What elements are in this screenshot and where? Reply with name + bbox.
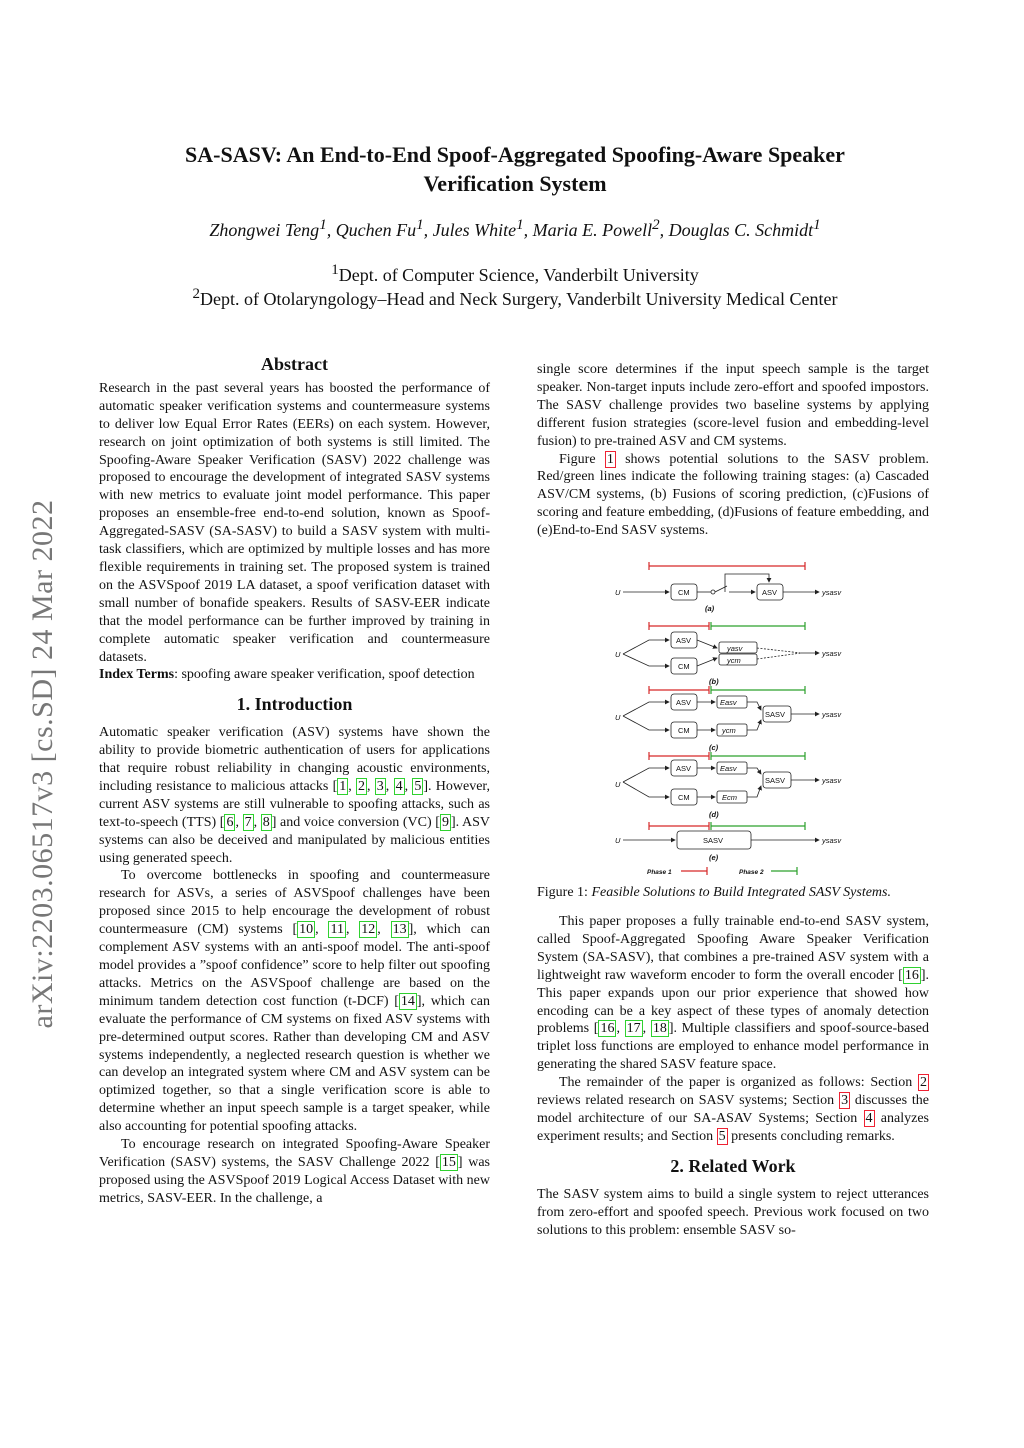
abstract-heading: Abstract — [261, 354, 328, 374]
citation-link[interactable]: 7 — [244, 814, 252, 830]
related-work-heading: 2. Related Work — [670, 1155, 796, 1176]
svg-text:CM: CM — [678, 662, 690, 671]
citation-link[interactable]: 13 — [392, 922, 407, 938]
intro-paragraph-2: To overcome bottlenecks in spoofing and countermeasure research for ASVs, a series of ASVSpoof challenges have been proposed since 2015 to help encourage the development of robust countermeasure (CM) systems [ 10 , 11 , 12 , 13 ], which can complement ASV systems with an anti-spoof model. The anti-spoof model provides a ”spoof confidence” score to help filter out spoofing attacks. Metrics on the ASVSpoof challenge are based on the minimum tandem detection cost function (t-DCF) [ 14 ], which can evaluate the performance of CM systems on fixed ASV systems with pre-determined output scores. Rather than developing CM and ASV systems independently, a neglected research question is whether we can develop an integrated system where CM and ASV system can be optimized together, so that a single verification score is able to determine whether an input speech sample is a target speaker, while also accounting for potential spoofing attacks. — [99, 868, 491, 1135]
figure-link[interactable]: 1 — [606, 451, 614, 467]
citation-link[interactable]: 11 — [330, 922, 344, 938]
citation-link[interactable]: 14 — [400, 993, 415, 1009]
svg-text:U: U — [615, 836, 621, 845]
svg-text:Ecm: Ecm — [722, 793, 737, 802]
svg-text:(d): (d) — [709, 810, 719, 819]
right-paragraph-3: This paper proposes a fully trainable end-to-end SASV system, called Spoof-Aggregated Spoofing Aware Speaker Verification System (SA-SASV), that combines a pre-trained ASV system with a lightweight raw waveform encoder to form the overall encoder [ 16 ]. This paper expands upon our prior experience that showed how encoding can be a key aspect of these types of anomaly detection problems [ 16 , 17 , 18 ]. Multiple classifiers and spoof-source-based triplet loss functions are employed to enhance model performance in generating the shared SASV feature space. — [537, 914, 929, 1073]
affiliation-2: $^2$Dept. of Otolaryngology–Head and Neck Surgery, Vanderbilt University Medical Center — [192, 286, 838, 309]
author: Zhongwei Teng — [209, 220, 320, 240]
svg-text:ysasv: ysasv — [822, 588, 842, 597]
citation-link[interactable]: 12 — [361, 922, 376, 938]
citation-link[interactable]: 9 — [441, 814, 449, 830]
author: Douglas C. Schmidt — [668, 220, 814, 240]
citation-link[interactable]: 5 — [414, 778, 422, 794]
svg-text:Easv: Easv — [720, 764, 737, 773]
section-link[interactable]: 5 — [718, 1128, 726, 1144]
author: Jules White — [432, 220, 517, 240]
svg-text:SASV: SASV — [765, 776, 786, 785]
title-line-1: SA-SASV: An End-to-End Spoof-Aggregated Spoofing-Aware Speaker — [185, 142, 845, 167]
citation-link[interactable]: 8 — [262, 814, 270, 830]
intro-paragraph-1: Automatic speaker verification (ASV) systems have shown the ability to provide biometric authentication of users for applications that require robust reliability in changing acoustic environments, including resistance to malicious attacks [ 1 , 2 , 3 , 4 , 5 ]. However, current ASV systems are still vulnerable to spoofing attacks, such as text-to-speech (TTS) [ 6 , 7 , 8 ] and voice conversion (VC) [ 9 ]. ASV systems can also be deceived and manipulated by malicious entities using generated speech. — [99, 725, 491, 866]
svg-text:ycm: ycm — [722, 726, 736, 735]
right-column — [537, 361, 929, 540]
svg-text:Easv: Easv — [720, 698, 737, 707]
phase1-label: Phase 1 — [647, 869, 672, 876]
svg-text:(e): (e) — [709, 853, 719, 862]
citation-link[interactable]: 16 — [904, 967, 919, 983]
index-terms: Index Terms: spoofing aware speaker verification, spoof detection — [99, 667, 475, 683]
citation-link[interactable]: 4 — [395, 778, 403, 794]
citation-link[interactable]: 18 — [652, 1021, 667, 1037]
svg-text:ASV: ASV — [762, 588, 778, 597]
citation-link[interactable]: 1 — [339, 778, 347, 794]
svg-text:yasv: yasv — [727, 644, 743, 653]
author: Quchen Fu — [335, 220, 417, 240]
right-paragraph-1: single score determines if the input speech sample is the target speaker. Non-target inputs include zero-effort and spoofed impostors. The SASV challenge provides two baseline systems by applying different fusion strategies (score-level fusion and embedding-level fusion) to pre-trained ASV and CM systems. — [537, 362, 929, 449]
svg-text:CM: CM — [678, 588, 690, 597]
svg-text:ysasv: ysasv — [822, 710, 842, 719]
intro-paragraph-3: To encourage research on integrated Spoofing-Aware Speaker Verification (SASV) systems, the SASV Challenge 2022 [ 15 ] was proposed using the ASVSpoof 2019 Logical Access Dataset with new metrics, SASV-EER. In the challenge, a — [99, 1137, 490, 1206]
svg-text:ASV: ASV — [676, 764, 692, 773]
author-list: Zhongwei Teng$^1$, Quchen Fu$^1$, Jules White$^1$, Maria E. Powell$^2$, Douglas C. Schmidt$^1$ — [209, 217, 821, 240]
svg-text:ysasv: ysasv — [822, 776, 842, 785]
svg-text:CM: CM — [678, 726, 690, 735]
related-work-paragraph: The SASV system aims to build a single system to reject utterances from zero-effort and spoofed speech. Previous work focused on two solutions to this problem: ensemble SASV so- — [537, 1186, 929, 1238]
svg-text:(a): (a) — [705, 604, 715, 613]
right-column-lower — [537, 913, 929, 1239]
svg-text:ycm: ycm — [727, 656, 741, 665]
section-link[interactable]: 4 — [865, 1110, 873, 1126]
svg-text:SASV: SASV — [765, 710, 786, 719]
section-link[interactable]: 3 — [841, 1093, 849, 1109]
arxiv-stamp: arXiv:2203.06517v3 [cs.SD] 24 Mar 2022 — [26, 499, 59, 1029]
svg-text:ysasv: ysasv — [822, 836, 842, 845]
svg-text:U: U — [615, 780, 621, 789]
author: Maria E. Powell — [532, 220, 653, 240]
left-column — [99, 356, 490, 1208]
citation-link[interactable]: 17 — [626, 1021, 641, 1037]
svg-text:U: U — [615, 713, 621, 722]
figure-1-caption: Figure 1: Feasible Solutions to Build Integrated SASV Systems. — [537, 885, 891, 900]
abstract-text: Research in the past several years has boosted the performance of automatic speaker verification systems and countermeasure systems to deliver low Equal Error Rates (EERs) on each system. However, research on joint optimization of both systems is still limited. The Spoofing-Aware Speaker Verification (SASV) 2022 challenge was proposed to encourage the development of integrated SASV systems with new metrics to evaluate joint model performance. This paper proposes an ensemble-free end-to-end solution, known as Spoof-Aggregated-SASV (SA-SASV) to build a SASV system with multi-task classifiers, which are optimized by multiple losses and has more flexible requirements in training set. The proposed system is trained on the ASVSpoof 2019 LA dataset, a spoof verification dataset with small number of bonafide speakers. Results of SASV-EER indicate that the model performance can be further improved by training in complete automatic speaker verification and countermeasure datasets. — [99, 380, 490, 665]
right-paragraph-2: Figure 1 shows potential solutions to the SASV problem. Red/green lines indicate the following training stages: (a) Cascaded ASV/CM systems, (b) Fusions of scoring prediction, (c)Fusions of scoring and feature embedding, (d)Fusions of feature embedding, and (e)End-to-End SASV systems. — [537, 451, 929, 539]
svg-text:ASV: ASV — [676, 698, 692, 707]
input-label: U — [615, 588, 621, 597]
svg-text:U: U — [615, 650, 621, 659]
right-paragraph-4: The remainder of the paper is organized as follows: Section 2 reviews related research on SASV systems; Section 3 discusses the model architecture of our SA-ASAV Systems; Section 4 analyzes experiment results; and Section 5 presents concluding remarks. — [537, 1075, 930, 1144]
citation-link[interactable]: 2 — [358, 778, 366, 794]
citation-link[interactable]: 16 — [600, 1021, 615, 1037]
citation-link[interactable]: 6 — [226, 814, 234, 830]
svg-text:(b): (b) — [709, 677, 719, 686]
affiliation-1: $^1$Dept. of Computer Science, Vanderbilt University — [331, 262, 699, 285]
svg-text:SASV: SASV — [703, 836, 724, 845]
title-line-2: Verification System — [423, 171, 607, 196]
svg-text:CM: CM — [678, 793, 690, 802]
citation-link[interactable]: 10 — [299, 922, 314, 938]
introduction-heading: 1. Introduction — [236, 694, 353, 715]
phase2-label: Phase 2 — [739, 869, 764, 876]
section-link[interactable]: 2 — [920, 1075, 927, 1091]
figure-1-diagram — [605, 560, 845, 882]
citation-link[interactable]: 15 — [441, 1154, 456, 1170]
citation-link[interactable]: 3 — [376, 778, 384, 794]
svg-text:(c): (c) — [709, 743, 719, 752]
svg-text:ASV: ASV — [676, 636, 692, 645]
paper-title — [120, 140, 910, 198]
svg-text:ysasv: ysasv — [822, 649, 842, 658]
